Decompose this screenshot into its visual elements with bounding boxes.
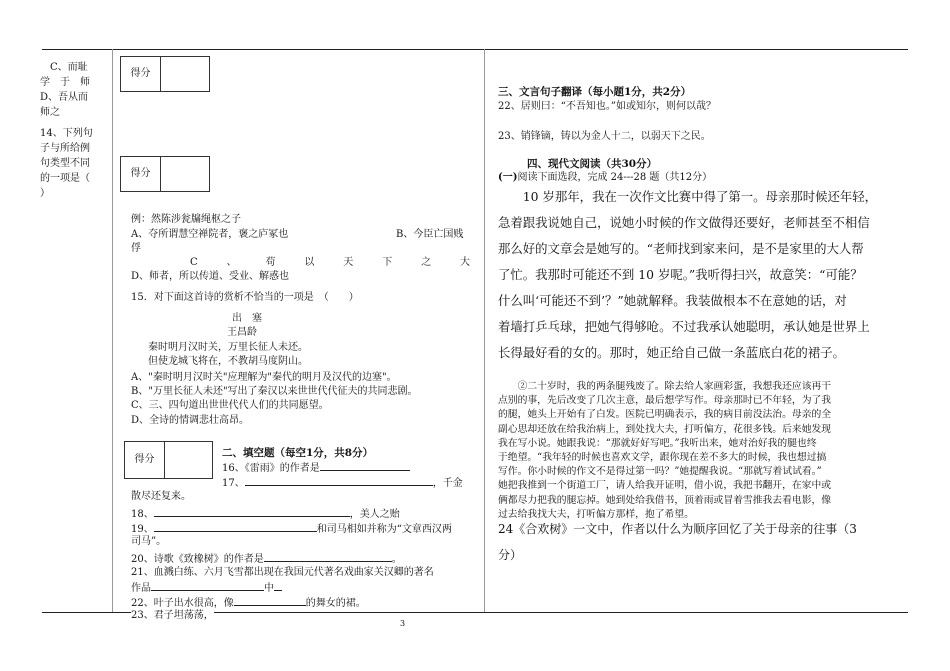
q21-cont-prefix: 作品: [131, 583, 151, 594]
passage-line: 她把我推到一个街道工厂，请人给我开证明，借小说，我把书翻开，在家中或: [498, 480, 832, 492]
passage-line: 10 岁那年，我在一次作文比赛中得了第一。母亲那时候还年轻，: [522, 189, 878, 204]
passage-line: ②二十岁时，我的两条腿残废了。除去给人家画彩蛋，我想我还应该再干: [517, 381, 832, 392]
q21-cont-suffix: 中: [264, 583, 274, 594]
q15-option-c: C、三、四句道出世世代代人们的共同愿望。: [131, 400, 329, 411]
passage-line: 写作。你小时候的作文不是得过第一吗？”她提醒我说。“那就写着试试看。”: [498, 466, 822, 478]
passage-line: 长得最好看的女的。那时，她正给自己做一条蓝底白花的裙子。: [498, 345, 845, 360]
q14-option-c-char: 、: [226, 257, 237, 268]
passage-line: 点别的事，先后改变了几次主意，最后想学写作。母亲那时已不年轻，为了我: [498, 395, 832, 407]
passage-line: 什么叫‘可能还不到’？”她就解释。我装做根本不在意她的话，对: [498, 293, 847, 308]
left-line: 14、下列句: [40, 128, 93, 139]
q17: [222, 475, 463, 491]
passage-line: 俩都尽力把我的腿忘掉。她到处给我借书，顶着雨或冒着雪推我去看电影，像: [498, 494, 832, 506]
q21: 21、血溅白练、六月飞雪都出现在我国元代著名戏曲家关汉卿的著名: [131, 567, 434, 578]
passage-paragraph-1: [498, 184, 910, 366]
q14-option-c-char: 天: [343, 257, 354, 268]
left-line: 子与所给例: [40, 143, 90, 154]
column-divider-left: [112, 49, 113, 612]
score-box: [120, 56, 210, 92]
q24-line-1: 24《合欢树》一文中，作者以什么为顺序回忆了关于母亲的往事（3: [498, 522, 857, 536]
score-box: [124, 441, 213, 479]
q15-stem: 15．对下面这首诗的赏析不恰当的一项是 （ ）: [131, 292, 359, 303]
score-label: 得分: [121, 57, 161, 91]
subtitle-prefix: (一): [498, 172, 518, 183]
q22-fill-suffix: 的舞女的裙。: [305, 598, 366, 609]
q14-option-c-char: C: [190, 257, 198, 268]
passage-paragraph-2: [498, 380, 910, 522]
passage-line: 过去给我找大夫，打听偏方那样，抱了希望。: [498, 508, 694, 520]
q14-example: 例：然陈涉瓮牖绳枢之子: [131, 214, 241, 225]
q15-option-d: D、全诗的情调悲壮高昂。: [131, 415, 250, 426]
passage-line: 副心思却还放在给我治病上，到处找大夫，打听偏方，花很多钱。后来她发现: [498, 423, 832, 435]
poem-line: 秦时明月汉时关，万里长征人未还。: [148, 342, 308, 353]
section-2-title: 二、填空题（每空1分，共8分）: [222, 447, 374, 459]
q15-option-b: B、"万里长征人未还"写出了秦汉以来世世代代征夫的共同悲剧。: [131, 386, 418, 397]
passage-line: 了忙。我那时可能还不到 10 岁呢。”我听得扫兴，故意笑：“可能？: [498, 267, 863, 282]
q22-fill-prefix: 22、叶子出水很高，像: [131, 598, 234, 609]
passage-line: 我在写小说。她跟我说：“那就好好写吧。”我听出来，她对治好我的腿也终: [498, 437, 817, 449]
q20-suffix: 。: [391, 554, 402, 565]
top-rule: [42, 49, 908, 50]
poem-author: 王昌龄: [227, 327, 257, 338]
left-line: 的一项是（: [40, 173, 90, 184]
section-3-q22: 22、居则曰：“不吾知也。”如或知尔，则何以哉？: [498, 101, 716, 112]
q14-option-a: A、夺所谓慧空禅院者，褒之庐冢也: [131, 229, 289, 240]
q14-option-b: B、今臣亡国贱: [396, 229, 464, 240]
section-4-subtitle: [498, 171, 712, 185]
section-3-q23: 23、销锋镝，铸以为金人十二，以弱天下之民。: [498, 131, 711, 142]
q15-option-a: A、"秦时明月汉时关"应理解为"秦代的明月及汉代的边塞"。: [131, 372, 397, 383]
q23-fill: 23、君子坦荡荡，: [131, 610, 214, 621]
q22-fill-blank[interactable]: [234, 595, 306, 606]
q20-prefix: 20、诗歌《致橡树》的作者是: [131, 554, 264, 565]
section-3-title: 三、文言句子翻译（每小题1分，共2分）: [498, 86, 692, 98]
poem-title: 出 塞: [232, 313, 262, 324]
q19-prefix: 19、: [131, 524, 154, 535]
column-divider-center: [484, 49, 485, 612]
q16-blank[interactable]: [320, 460, 410, 471]
score-label: 得分: [121, 157, 161, 191]
q24-line-2: 分）: [498, 548, 523, 562]
passage-line: 的腿，她头上开始有了白发。医院已明确表示，我的病目前没法治。母亲的全: [498, 409, 832, 421]
q14-option-c-char: 之: [421, 257, 432, 268]
q14-option-b-cont: 俘: [131, 243, 141, 254]
q14-option-c-char: 苟: [265, 257, 276, 268]
q18-blank[interactable]: [154, 506, 350, 517]
left-line: C、而耻: [50, 62, 88, 73]
q21-tail-blank: [274, 580, 282, 591]
page-number: 3: [400, 619, 406, 628]
score-box: [120, 156, 210, 192]
q17-cont: 散尽还复来。: [131, 491, 191, 502]
left-line: ）: [40, 188, 50, 199]
q19-blank[interactable]: [154, 521, 317, 532]
q20-blank[interactable]: [264, 551, 392, 562]
passage-line: 着墙打乒乓球，把她气得够呛。不过我承认她聪明，承认她是世界上: [498, 319, 870, 334]
q17-blank[interactable]: [245, 475, 433, 486]
q17-prefix: 17、: [222, 478, 245, 489]
q14-option-c-char: 大: [460, 257, 470, 268]
q14-option-c-char: 下: [382, 257, 393, 268]
q14-option-c-char: 以: [304, 257, 315, 268]
score-field[interactable]: [161, 157, 209, 191]
left-column: [40, 60, 106, 201]
q21-blank[interactable]: [151, 580, 264, 591]
q14-option-c: [190, 256, 470, 270]
passage-line: 那么好的文章会是她写的。“老师找到家来问，是不是家里的大人帮: [498, 241, 864, 256]
left-line: 师之: [40, 107, 60, 118]
left-line: 句类型不同: [40, 158, 90, 169]
q16-text: 16、《雷雨》的作者是: [222, 463, 320, 474]
score-field[interactable]: [165, 442, 212, 478]
left-line: 学 于 师: [40, 77, 90, 88]
q18-prefix: 18、: [131, 509, 154, 520]
q21-cont: [131, 580, 282, 596]
passage-line: 于绝望。“我年轻的时候也喜欢文学，跟你现在差不多大的时候，我也想过搞: [498, 452, 827, 464]
score-label: 得分: [125, 442, 165, 478]
left-line: D、吾从而: [40, 92, 89, 103]
q19-cont: 司马”。: [131, 536, 167, 547]
q18: [131, 506, 400, 522]
q19-suffix: 和司马相如并称为“文章西汉两: [316, 524, 452, 535]
passage-line: 急着跟我说她自己，说她小时候的作文做得还要好，老师甚至不相信: [498, 215, 870, 230]
score-field[interactable]: [161, 57, 209, 91]
poem-line: 但使龙城飞将在，不教胡马度阴山。: [148, 356, 308, 367]
q20: [131, 551, 402, 567]
section-4-title: 四、现代文阅读（共30分）: [527, 158, 658, 170]
q18-suffix: ，美人之贻: [349, 509, 400, 520]
q17-suffix: ，千金: [432, 478, 463, 489]
subtitle-text: 阅读下面选段，完成 24---28 题（共12分）: [517, 172, 713, 183]
q16: [222, 460, 410, 476]
q19: [131, 521, 452, 537]
q14-option-d: D、师者，所以传道、受业、解惑也: [131, 271, 290, 282]
